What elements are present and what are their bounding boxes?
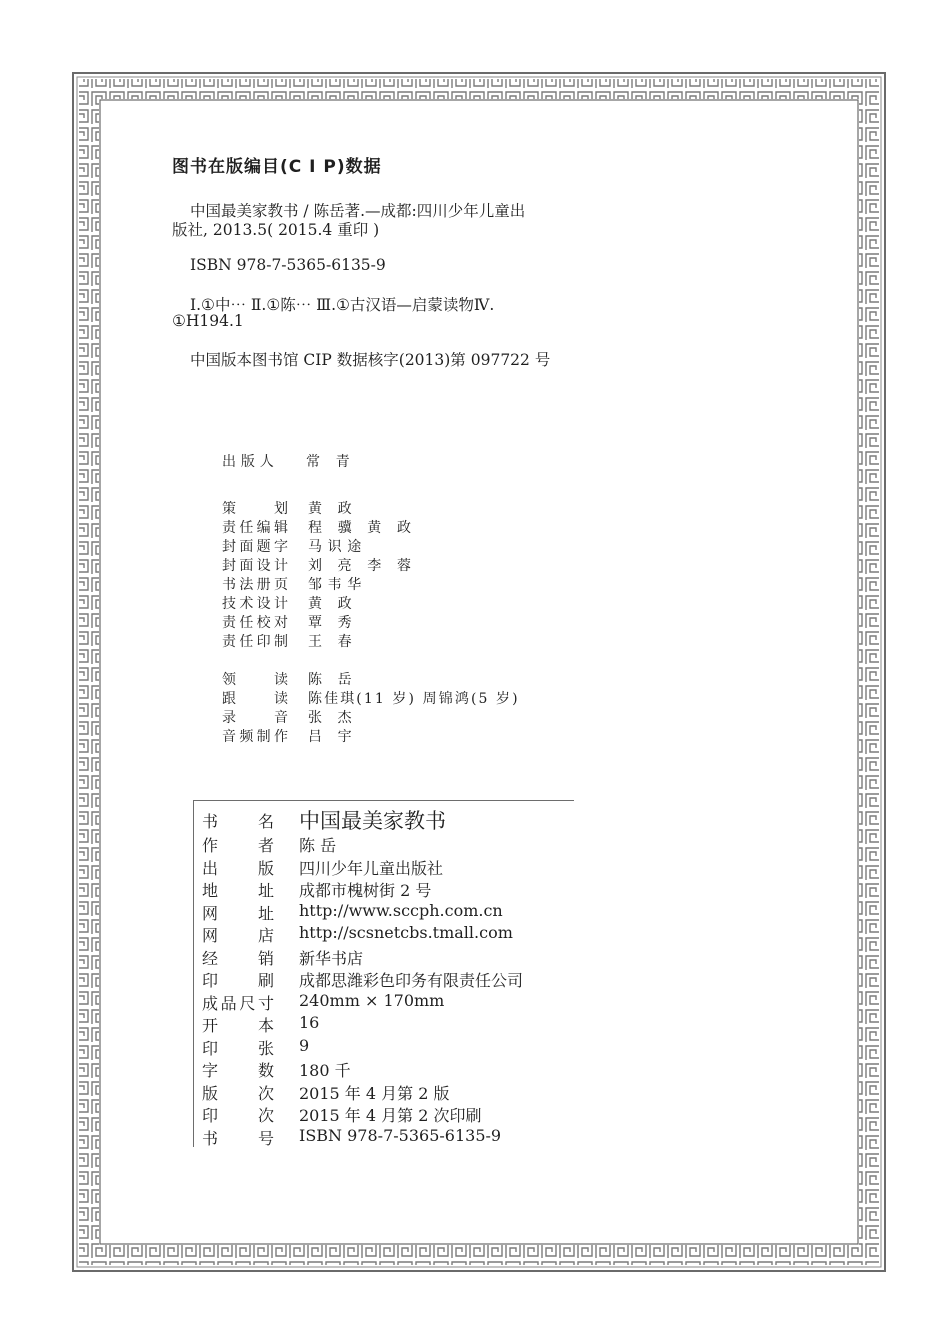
- credit-role: 责任校对: [222, 615, 288, 631]
- book-info-label: 版次: [202, 1084, 274, 1103]
- book-info-label: 出版: [202, 859, 274, 878]
- book-info-value: 2015 年 4 月第 2 版: [299, 1084, 450, 1103]
- book-info-row: [202, 1013, 320, 1036]
- book-info-value: 2015 年 4 月第 2 次印刷: [299, 1106, 482, 1125]
- reader-credit: [222, 726, 357, 746]
- book-info-label: 印刷: [202, 971, 274, 990]
- book-info-value: ISBN 978-7-5365-6135-9: [299, 1126, 502, 1145]
- staff-credit: [222, 555, 417, 575]
- book-info-label: 印张: [202, 1039, 274, 1058]
- book-info-label: 地址: [202, 881, 274, 900]
- credit-names: 刘 亮 李 蓉: [308, 558, 417, 574]
- book-info-value: 成都市槐树街 2 号: [299, 881, 432, 900]
- credit-role: 录音: [222, 710, 288, 726]
- book-info-row: [202, 923, 513, 946]
- book-info-value: 陈 岳: [299, 836, 337, 855]
- staff-credit: [222, 517, 417, 537]
- book-info-label: 印次: [202, 1106, 274, 1125]
- reader-credit: [222, 669, 357, 689]
- book-info-value: 新华书店: [299, 949, 364, 968]
- credit-names: 吕 宇: [308, 729, 358, 745]
- cip-line-title: 中国最美家教书 / 陈岳著.—成都:四川少年儿童出: [190, 202, 526, 220]
- staff-credit: [222, 593, 357, 613]
- book-info-value: 9: [299, 1036, 310, 1055]
- credit-names: 王 春: [308, 634, 358, 650]
- staff-credit: [222, 631, 357, 651]
- credit-names: 陈佳琪(11 岁) 周锦鸿(5 岁): [308, 691, 520, 707]
- book-info-row: [202, 833, 337, 856]
- book-info-row: [202, 968, 524, 991]
- credit-role: 技术设计: [222, 596, 288, 612]
- staff-credit: [222, 574, 367, 594]
- book-info-row: [202, 809, 446, 833]
- credit-names: 陈 岳: [308, 672, 358, 688]
- credit-role: 封面题字: [222, 539, 288, 555]
- credit-role: 出版人: [222, 454, 279, 470]
- credit-role: 领读: [222, 672, 288, 688]
- book-info-row: [202, 1103, 482, 1126]
- cip-line-edition: 版社, 2013.5( 2015.4 重印 ): [172, 221, 380, 239]
- reader-credit: [222, 688, 520, 708]
- book-info-value: http://scsnetcbs.tmall.com: [299, 923, 513, 942]
- credit-names: 程 骥 黄 政: [308, 520, 417, 536]
- credit-names: 黄 政: [308, 501, 358, 517]
- book-info-label: 字数: [202, 1061, 274, 1080]
- staff-credit: [222, 536, 367, 556]
- cip-line-data-number: 中国版本图书馆 CIP 数据核字(2013)第 097722 号: [190, 351, 551, 369]
- staff-credit: [222, 498, 357, 518]
- book-info-label: 书号: [202, 1129, 274, 1148]
- book-info-value: 四川少年儿童出版社: [299, 859, 444, 878]
- credit-names: 马识途: [308, 539, 367, 555]
- book-info-label: 作者: [202, 836, 274, 855]
- book-info-row: [202, 946, 364, 969]
- book-info-label: 成品尺寸: [202, 994, 274, 1013]
- book-info-label: 网址: [202, 904, 274, 923]
- book-info-value: 16: [299, 1013, 320, 1032]
- book-info-row: [202, 1081, 450, 1104]
- reader-credit: [222, 707, 357, 727]
- staff-credit: [222, 612, 357, 632]
- credit-names: 黄 政: [308, 596, 358, 612]
- credit-names: 常 青: [306, 454, 356, 470]
- credit-role: 音频制作: [222, 729, 288, 745]
- book-info-label: 网店: [202, 926, 274, 945]
- book-info-value: 240mm × 170mm: [299, 991, 445, 1010]
- book-info-row: [202, 856, 444, 879]
- book-info-label: 经销: [202, 949, 274, 968]
- book-info-row: [202, 1036, 310, 1059]
- cip-title: 图书在版编目(C I P)数据: [172, 157, 382, 177]
- book-info-row: [202, 1126, 502, 1149]
- credit-role: 书法册页: [222, 577, 288, 593]
- credit-names: 邹韦华: [308, 577, 367, 593]
- credit-role: 策划: [222, 501, 288, 517]
- book-info-label: 开本: [202, 1016, 274, 1035]
- book-info-value: 成都思潍彩色印务有限责任公司: [299, 971, 524, 990]
- book-info-label: 书名: [202, 812, 274, 831]
- publisher-credit: [222, 451, 355, 471]
- credit-role: 跟读: [222, 691, 288, 707]
- cip-line-classification-number: ①H194.1: [172, 312, 244, 330]
- book-info-value: 180 千: [299, 1061, 351, 1080]
- cip-line-classification: Ⅰ.①中⋯ Ⅱ.①陈⋯ Ⅲ.①古汉语—启蒙读物Ⅳ.: [190, 296, 495, 314]
- credit-role: 责任印制: [222, 634, 288, 650]
- book-info-value: 中国最美家教书: [299, 809, 446, 833]
- book-info-value: http://www.sccph.com.cn: [299, 901, 503, 920]
- book-info-row: [202, 901, 503, 924]
- book-info-row: [202, 991, 445, 1014]
- credit-names: 张 杰: [308, 710, 358, 726]
- credit-names: 覃 秀: [308, 615, 358, 631]
- cip-line-isbn: ISBN 978-7-5365-6135-9: [190, 256, 386, 274]
- credit-role: 封面设计: [222, 558, 288, 574]
- credit-role: 责任编辑: [222, 520, 288, 536]
- book-info-row: [202, 878, 432, 901]
- book-info-row: [202, 1058, 351, 1081]
